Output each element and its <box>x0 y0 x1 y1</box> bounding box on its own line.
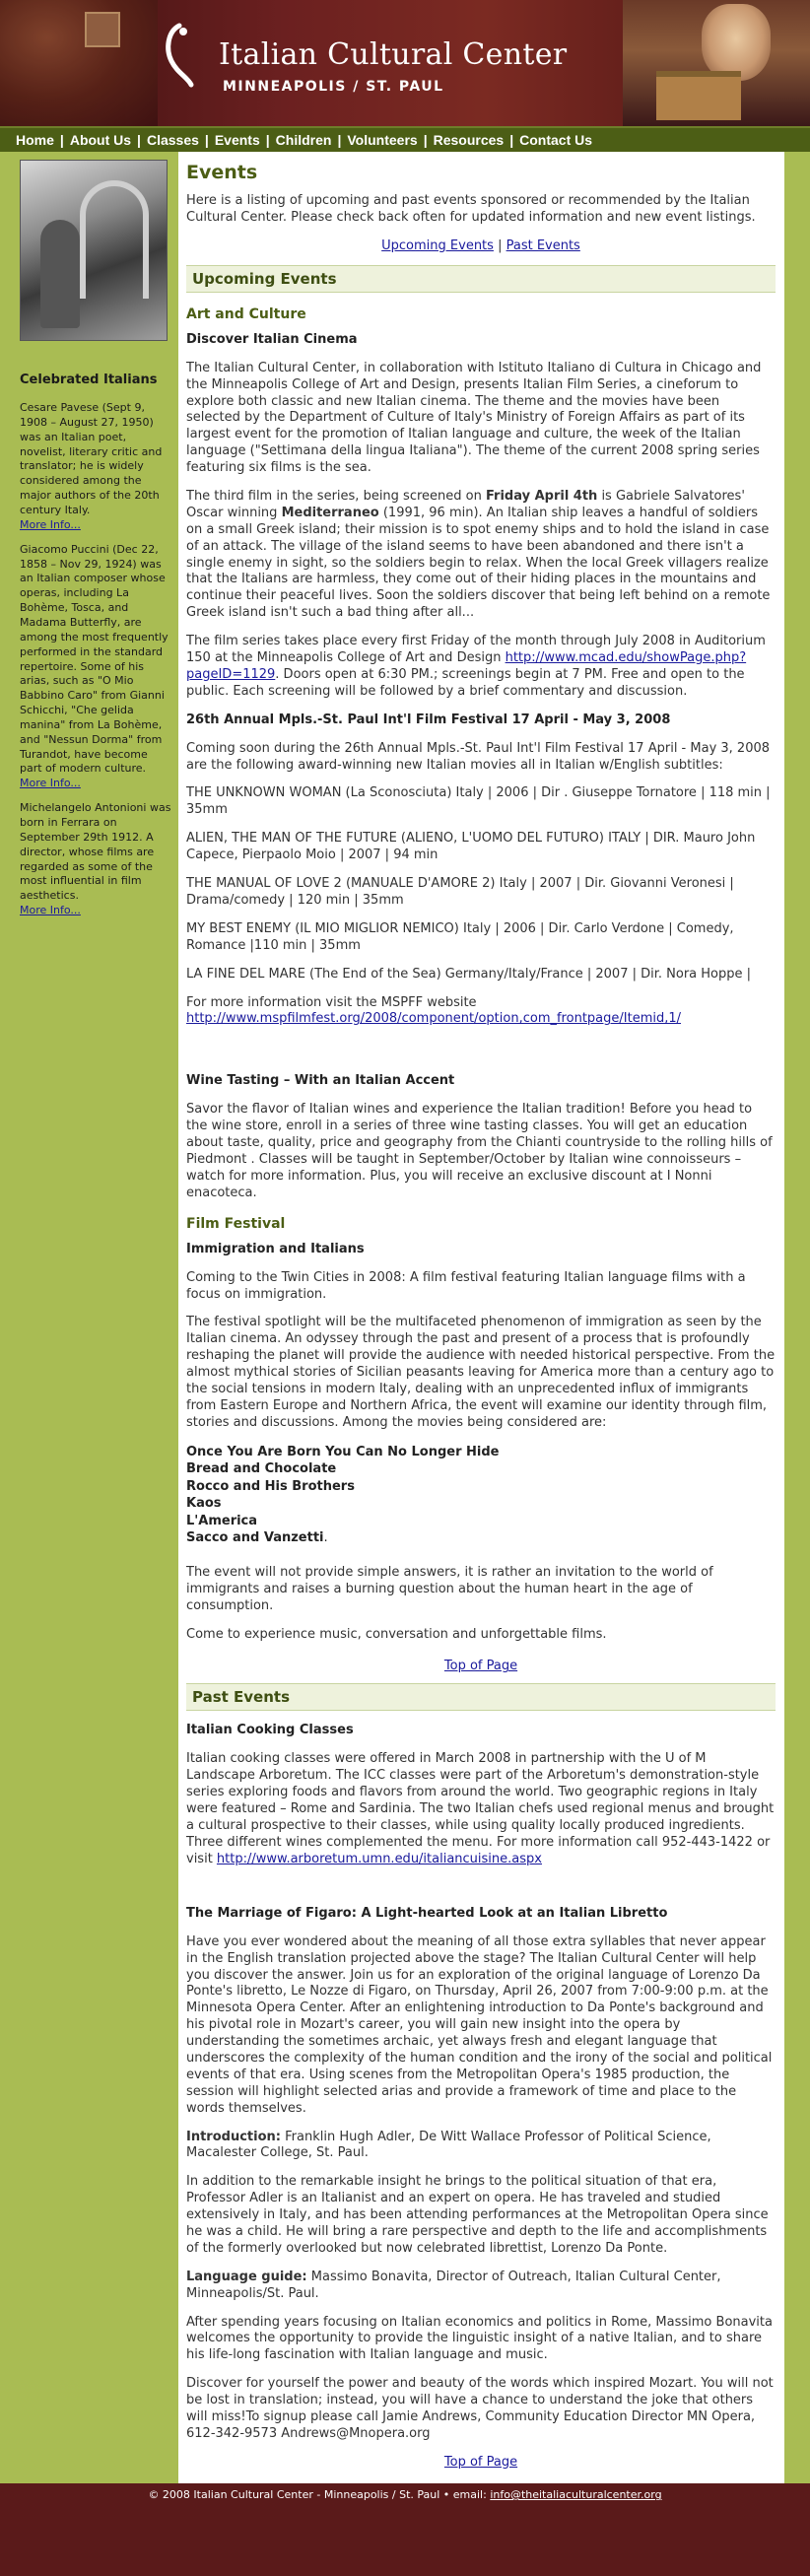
anchor-links: Upcoming Events | Past Events <box>381 237 580 253</box>
more-info-link[interactable]: More Info... <box>20 777 81 790</box>
event-text: The event will not provide simple answers, it is rather an invitation to the world of immigrants and raises a burning question about the human heart in the age of consumption. <box>186 1564 713 1613</box>
framed-portrait-icon <box>85 12 120 47</box>
mspff-link[interactable]: http://www.mspfilmfest.org/2008/component/option,com_frontpage/Itemid,1/ <box>186 1011 681 1027</box>
site-title[interactable]: Italian Cultural Center <box>219 37 568 72</box>
nav-classes[interactable]: Classes <box>146 132 199 148</box>
sidebar-entry-text: Michelangelo Antonioni was born in Ferrara on September 29th 1912. A director, whose films are regarded as some of the most influential in film aesthetics. <box>20 801 171 903</box>
event-text: Language guide: Massimo Bonavita, Director of Outreach, Italian Cultural Center, Minneapolis/St. Paul. <box>186 2269 721 2301</box>
past-events-link[interactable]: Past Events <box>506 237 580 253</box>
header-artwork-left <box>0 0 158 126</box>
section-bar-past: Past Events <box>186 1683 776 1711</box>
header-artwork-right <box>623 0 810 126</box>
site-subtitle: MINNEAPOLIS / ST. PAUL <box>223 79 444 95</box>
arboretum-link[interactable]: http://www.arboretum.umn.edu/italiancuisine.aspx <box>216 1851 542 1866</box>
site-header <box>0 0 810 126</box>
list-item: Kaos <box>186 1496 222 1512</box>
event-text: The film series takes place every first Friday of the month through July 2008 in Auditorium 150 at the Minneapolis College of Art and Design http://www.mcad.edu/showPage.php?pageID=1129. Doors open at 6:30 PM.; screenings begin at 7 PM. Free and open to the public. Each screening will be followed by a brief commentary and discussion. <box>186 634 766 699</box>
site-footer <box>0 2483 810 2507</box>
film-entry: THE MANUAL OF LOVE 2 (MANUALE D'AMORE 2) Italy | 2007 | Dir. Giovanni Veronesi | Drama/comedy | 120 min | 35mm <box>186 876 734 908</box>
sidebar-entry-text: Giacomo Puccini (Dec 22, 1858 – Nov 29, 1924) was an Italian composer whose operas, including La Bohème, Tosca, and Madama Butterfly, are among the most frequently performed in the standard repertoire. Some of his arias, such as "O Mio Babbino Caro" from Gianni Schicchi, "Che gelida manina" from La Bohème, and "Nessun Dorma" from Turandot, have become part of modern culture. <box>20 542 169 776</box>
event-text: Introduction: Franklin Hugh Adler, De Witt Wallace Professor of Political Science, Macalester College, St. Paul. <box>186 2129 711 2161</box>
event-title: Discover Italian Cinema <box>186 331 358 347</box>
logo-icon <box>158 22 197 91</box>
category-heading: Film Festival <box>186 1215 286 1232</box>
category-heading: Art and Culture <box>186 305 306 322</box>
top-of-page-link[interactable]: Top of Page <box>443 1659 518 1674</box>
intro-text: Here is a listing of upcoming and past events sponsored or recommended by the Italian Cultural Center. Please check back often for updated information and new event listings. <box>186 193 756 225</box>
nav-events[interactable]: Events <box>214 132 260 148</box>
event-text: The third film in the series, being screened on Friday April 4th is Gabriele Salvatores' Oscar winning Mediterraneo (1991, 96 min). An Italian ship leaves a handful of soldiers on a small Greek island; their mission is to spot enemy ships and to hold the island in case of an attack. The village of the island seems to have been abandoned and there isn't a single enemy in sight, so the soldiers begin to relax. When the local Greek villagers realize that the Italians are harmless, they come out of their hiding places in the mountains and continue their peaceful lives. Soon the soldiers discover that being left behind on a remote Greek island isn't such a bad thing after all... <box>186 489 771 621</box>
event-text: Have you ever wondered about the meaning of all those extra syllables that never appear in the English translation projected above the stage? The Italian Cultural Center will help you discover the answer. Join us for an exploration of the original language of Lorenzo Da Ponte's libretto, Le Nozze di Figaro, on Thursday, April 26, 2007 from 7:00-9:00 p.m. at the Minnesota Opera Center. After an enlightening introduction to Da Ponte's background and his pivotal role in Mozart's career, you will gain new insight into the opera by understanding the sometimes archaic, yet always fresh and elegant language that underscores the complexity of the human condition and the irony of the social and political events of that era. Using scenes from the Metropolitan Opera's 1985 production, the session will highlight selected arias and provide a framework of time and place to the words themselves. <box>186 1933 773 2116</box>
event-title: The Marriage of Figaro: A Light-hearted Look at an Italian Libretto <box>186 1905 668 1921</box>
event-text: For more information visit the MSPFF website http://www.mspfilmfest.org/2008/component/option,com_frontpage/Itemid,1/ <box>186 994 681 1027</box>
page-title: Events <box>186 162 258 183</box>
mcad-link[interactable]: http://www.mcad.edu/showPage.php?pageID=1129 <box>186 650 747 682</box>
event-text: Come to experience music, conversation and unforgettable films. <box>186 1626 607 1642</box>
sidebar-heading: Celebrated Italians <box>20 373 158 387</box>
top-of-page-link[interactable]: Top of Page <box>443 2454 518 2470</box>
sidebar <box>0 152 178 2483</box>
film-entry: ALIEN, THE MAN OF THE FUTURE (ALIENO, L'UOMO DEL FUTURO) ITALY | DIR. Mauro John Capece, Pierpaolo Moio | 2007 | 94 min <box>186 831 756 863</box>
event-text: The festival spotlight will be the multifaceted phenomenon of immigration as seen by the Italian cinema. An odyssey through the past and present of a process that is profoundly reshaping the planet will provide the audience with needed historical perspective. From the almost mythical stories of Sicilian peasants leaving for America more than a century ago to the social tensions in modern Italy, dealing with an unprecedented influx of immigrants from Eastern Europe and Northern Africa, the event will examine our identity through film, stories and discussions. Among the movies being considered are: <box>186 1315 776 1430</box>
main-nav: Home | About Us | Classes | Events | Children | Volunteers | Resources | Contact Us <box>0 126 810 152</box>
list-item: L'America <box>186 1513 258 1528</box>
event-text: Italian cooking classes were offered in March 2008 in partnership with the U of M Landscape Arboretum. The ICC classes were part of the Arboretum's demonstration-style series exploring foods and flavors from around the world. Two geographic regions in Italy were featured – Rome and Sardinia. The two Italian chefs used regional menus and brought a cultural prospective to their classes, while using quality locally produced ingredients. Three different wines complemented the menu. For more information call 952-443-1422 or visit http://www.arboretum.umn.edu/italiancuisine.aspx <box>186 1751 775 1866</box>
event-text: Coming to the Twin Cities in 2008: A film festival featuring Italian language films with a focus on immigration. <box>186 1269 746 1302</box>
event-title: Wine Tasting – With an Italian Accent <box>186 1073 455 1089</box>
nav-resources[interactable]: Resources <box>433 132 505 148</box>
section-bar-upcoming: Upcoming Events <box>186 265 776 293</box>
film-entry: MY BEST ENEMY (IL MIO MIGLIOR NEMICO) Italy | 2006 | Dir. Carlo Verdone | Comedy, Romance |110 min | 35mm <box>186 920 734 953</box>
nav-volunteers[interactable]: Volunteers <box>347 132 418 148</box>
event-text: In addition to the remarkable insight he brings to the political situation of that era, Professor Adler is an Italianist and an expert on opera. He has traveled and studied extensively in Italy, and has been attending performances at the Metropolitan Opera since he was a child. He will bring a rare perspective and depth to the life and accomplishments of the formerly overlooked but now celebrated librettist, Lorenzo Da Ponte. <box>186 2174 769 2256</box>
list-item: Sacco and Vanzetti. <box>186 1530 328 1546</box>
event-text: After spending years focusing on Italian economics and politics in Rome, Massimo Bonavita welcomes the opportunity to provide the linguistic insight of a native Italian, and to share his life-long fascination with Italian language and music. <box>186 2314 773 2363</box>
venus-portrait-icon <box>702 4 771 81</box>
immigration-film-list <box>186 1444 776 1547</box>
nav-children[interactable]: Children <box>275 132 332 148</box>
sidebar-entry-text: Cesare Pavese (Sept 9, 1908 – August 27, 1950) was an Italian poet, novelist, literary critic and translator; he is widely considered among the major authors of the 20th century Italy. <box>20 401 163 516</box>
more-info-link[interactable]: More Info... <box>20 904 81 917</box>
footer-email-link[interactable]: info@theitaliaculturalcenter.org <box>490 2488 662 2502</box>
nav-home[interactable]: Home <box>16 132 54 148</box>
more-info-link[interactable]: More Info... <box>20 517 81 531</box>
sidebar-photo <box>20 160 168 341</box>
nav-about-us[interactable]: About Us <box>69 132 132 148</box>
event-title: Italian Cooking Classes <box>186 1723 354 1738</box>
event-text: Discover for yourself the power and beauty of the words which inspired Mozart. You will not be lost in translation; instead, you will have a chance to understand the joke that others will miss!To signup please call Jamie Andrews, Community Education Director MN Opera, 612-342-9573 Andrews@Mnopera.org <box>186 2376 774 2441</box>
list-item: Once You Are Born You Can No Longer Hide <box>186 1444 500 1459</box>
film-entry: THE UNKNOWN WOMAN (La Sconosciuta) Italy | 2006 | Dir . Giuseppe Tornatore | 118 min | 35mm <box>186 785 771 818</box>
event-title: Immigration and Italians <box>186 1241 365 1256</box>
list-item: Rocco and His Brothers <box>186 1478 355 1494</box>
event-text: Coming soon during the 26th Annual Mpls.-St. Paul Int'l Film Festival 17 April - May 3, 2008 are the following award-winning new Italian movies all in Italian w/English subtitles: <box>186 740 771 773</box>
upcoming-events-link[interactable]: Upcoming Events <box>381 237 494 253</box>
event-text: Savor the flavor of Italian wines and experience the Italian tradition! Before you head to the wine store, enroll in a series of three wine tasting classes. You will get an education about taste, quality, price and geography from the Chianti countryside to the rolling hills of Piedmont . Classes will be taught in September/October by Italian wine connoisseurs – watch for more information. Plus, you will receive an exclusive discount at I Nonni enacoteca. <box>186 1102 773 1200</box>
list-item: Bread and Chocolate <box>186 1461 337 1477</box>
nav-contact-us[interactable]: Contact Us <box>519 132 593 148</box>
main-content <box>178 152 784 2483</box>
event-text: The Italian Cultural Center, in collaboration with Istituto Italiano di Cultura in Chicago and the Minneapolis College of Art and Design, presents Italian Film Series, a cineforum to explore both classic and new Italian cinema. The theme and the movies have been selected by the Department of Culture of Italy's Ministry of Foreign Affairs as part of its largest event for the promotion of Italian language and culture, the week of the Italian language ("Settimana della lingua Italiana"). The theme of the current 2008 spring series featuring six films is the sea. <box>186 360 762 476</box>
film-entry: LA FINE DEL MARE (The End of the Sea) Germany/Italy/France | 2007 | Dir. Nora Hoppe | <box>186 966 752 982</box>
event-title: 26th Annual Mpls.-St. Paul Int'l Film Festival 17 April - May 3, 2008 <box>186 712 671 727</box>
building-icon <box>656 71 741 120</box>
footer-text: © 2008 Italian Cultural Center - Minneapolis / St. Paul • email: <box>148 2488 487 2502</box>
